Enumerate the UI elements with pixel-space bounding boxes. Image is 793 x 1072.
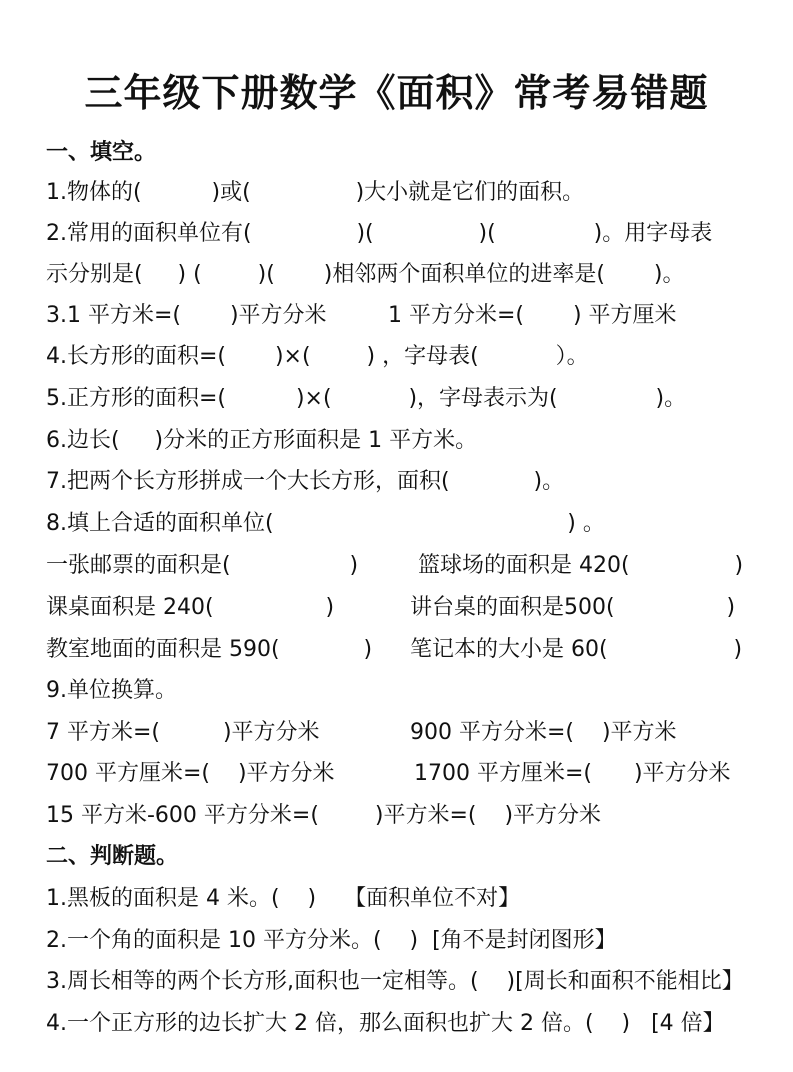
- question-8-item-podium: 讲台桌的面积是500( ): [410, 595, 736, 620]
- question-8-item-stamp: 一张邮票的面积是( ): [46, 553, 359, 578]
- question-1: 1.物体的( )或( )大小就是它们的面积。: [46, 180, 585, 205]
- conversion-4: 1700 平方厘米=( )平方分米: [414, 761, 731, 786]
- question-8-item-notebook: 笔记本的大小是 60( ): [410, 637, 743, 662]
- judgment-2: 2.一个角的面积是 10 平方分米。( ) [角不是封闭图形】: [46, 928, 617, 953]
- question-3-part-b: 1 平方分米=( ) 平方厘米: [388, 303, 677, 328]
- question-8-item-basketball-court: 篮球场的面积是 420( ): [418, 553, 744, 578]
- question-6: 6.边长( )分米的正方形面积是 1 平方米。: [46, 428, 478, 453]
- question-2-line-1: 2.常用的面积单位有( )( )( )。用字母表: [46, 221, 713, 246]
- conversion-2: 900 平方分米=( )平方米: [410, 720, 677, 745]
- section-heading-fill-blank: 一、填空。: [46, 140, 157, 165]
- section-heading-true-false: 二、判断题。: [46, 844, 179, 869]
- question-7: 7.把两个长方形拼成一个大长方形，面积( )。: [46, 469, 565, 494]
- conversion-5: 15 平方米-600 平方分米=( )平方米=( )平方分米: [46, 803, 602, 828]
- question-3-part-a: 3.1 平方米=( )平方分米: [46, 303, 327, 328]
- page-title: 三年级下册数学《面积》常考易错题: [84, 71, 709, 115]
- question-5: 5.正方形的面积=( )×( )，字母表示为( )。: [46, 386, 687, 411]
- conversion-3: 700 平方厘米=( )平方分米: [46, 761, 335, 786]
- question-4: 4.长方形的面积=( )×( ) ，字母表( ）。: [46, 344, 589, 369]
- conversion-1: 7 平方米=( )平方分米: [46, 720, 320, 745]
- question-8: 8.填上合适的面积单位( ) 。: [46, 511, 605, 536]
- question-8-item-desk: 课桌面积是 240( ): [46, 595, 335, 620]
- question-9: 9.单位换算。: [46, 678, 177, 703]
- judgment-3: 3.周长相等的两个长方形,面积也一定相等。( )[周长和面积不能相比】: [46, 969, 744, 994]
- judgment-4: 4.一个正方形的边长扩大 2 倍，那么面积也扩大 2 倍。( ) [4 倍】: [46, 1011, 725, 1036]
- question-2-line-2: 示分别是( ) ( )( )相邻两个面积单位的进率是( )。: [46, 262, 685, 287]
- judgment-1: 1.黑板的面积是 4 米。( ) 【面积单位不对】: [46, 886, 521, 911]
- question-8-item-classroom-floor: 教室地面的面积是 590( ): [46, 637, 373, 662]
